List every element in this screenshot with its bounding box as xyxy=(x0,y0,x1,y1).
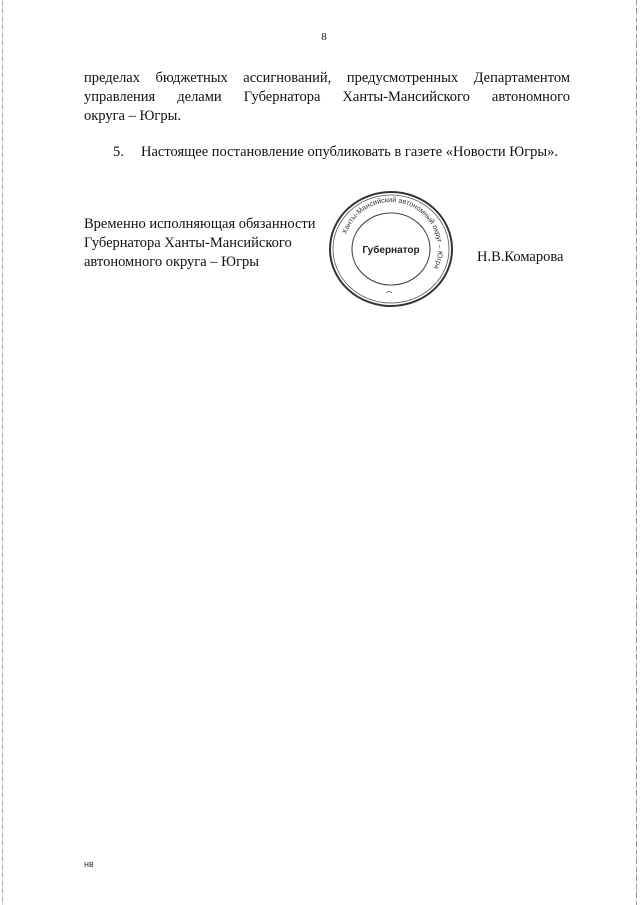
seal-ring-text: Ханты-Мансийский автономный округ – Югра xyxy=(339,194,446,271)
signer-position-line: Временно исполняющая обязанности xyxy=(84,216,316,232)
signer-position xyxy=(84,215,316,272)
scan-edge-right xyxy=(636,0,637,905)
signer-name: Н.В.Комарова xyxy=(477,249,564,265)
item-5-text: Настоящее постановление опубликовать в газете «Новости Югры». xyxy=(141,144,559,160)
seal-center-text: Губернатор xyxy=(362,245,420,256)
footer-code: нв xyxy=(84,859,94,869)
signer-position-line: автономного округа – Югры xyxy=(84,254,260,270)
paragraph-line: управления делами Губернатора Ханты-Мансийского автономного xyxy=(84,89,570,105)
paragraph-line: округа – Югры. xyxy=(84,108,181,124)
signer-position-line: Губернатора Ханты-Мансийского xyxy=(84,235,292,251)
official-seal xyxy=(326,188,456,310)
paragraph-continuation xyxy=(84,69,570,126)
seal-signature-mark xyxy=(386,292,392,294)
item-5 xyxy=(113,143,558,162)
page-number: 8 xyxy=(321,31,327,43)
paragraph-line: пределах бюджетных ассигнований, предусмотренных Департаментом xyxy=(84,70,570,86)
item-5-number: 5. xyxy=(113,144,124,160)
scan-edge-left xyxy=(2,0,3,905)
